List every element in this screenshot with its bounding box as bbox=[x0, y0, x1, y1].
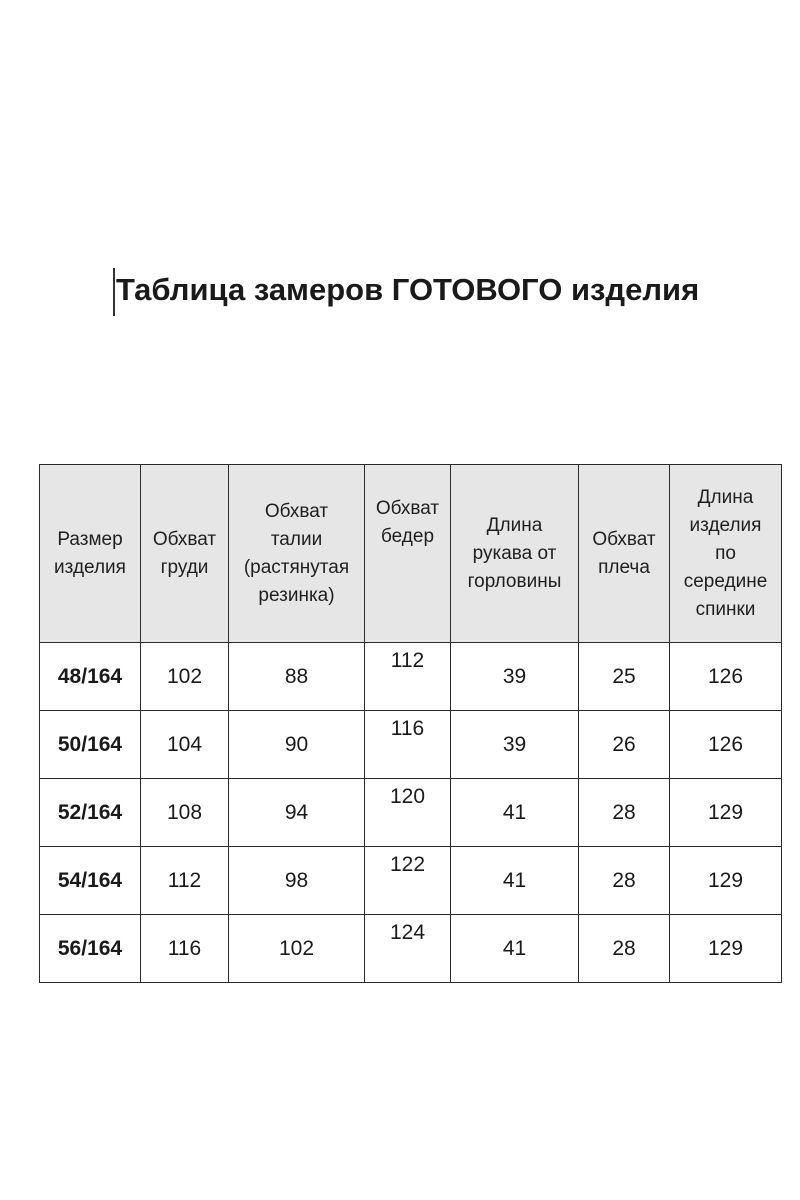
header-sleeve-length: Длина рукава от горловины bbox=[451, 465, 579, 643]
page-title: Таблица замеров ГОТОВОГО изделия bbox=[116, 272, 700, 307]
table-row bbox=[40, 915, 782, 983]
size-cell: 48/164 bbox=[40, 643, 141, 711]
hips-cell: 116 bbox=[365, 711, 451, 779]
sleeve-cell: 41 bbox=[451, 915, 579, 983]
length-cell: 129 bbox=[670, 915, 782, 983]
waist-cell: 94 bbox=[229, 779, 365, 847]
hips-cell: 122 bbox=[365, 847, 451, 915]
sleeve-cell: 41 bbox=[451, 847, 579, 915]
hips-cell: 120 bbox=[365, 779, 451, 847]
length-cell: 129 bbox=[670, 847, 782, 915]
hips-cell: 124 bbox=[365, 915, 451, 983]
header-hips: Обхват бедер bbox=[365, 465, 451, 643]
sleeve-cell: 39 bbox=[451, 711, 579, 779]
table-row bbox=[40, 779, 782, 847]
length-cell: 126 bbox=[670, 711, 782, 779]
chest-cell: 102 bbox=[141, 643, 229, 711]
chest-cell: 108 bbox=[141, 779, 229, 847]
table-header-row bbox=[40, 465, 782, 643]
shoulder-cell: 26 bbox=[579, 711, 670, 779]
shoulder-cell: 28 bbox=[579, 847, 670, 915]
size-measurements-table bbox=[39, 464, 782, 983]
table-row bbox=[40, 847, 782, 915]
header-waist: Обхват талии (растянутая резинка) bbox=[229, 465, 365, 643]
waist-cell: 90 bbox=[229, 711, 365, 779]
size-cell: 52/164 bbox=[40, 779, 141, 847]
header-size: Размер изделия bbox=[40, 465, 141, 643]
table-row bbox=[40, 643, 782, 711]
chest-cell: 112 bbox=[141, 847, 229, 915]
length-cell: 126 bbox=[670, 643, 782, 711]
chest-cell: 104 bbox=[141, 711, 229, 779]
shoulder-cell: 28 bbox=[579, 915, 670, 983]
waist-cell: 102 bbox=[229, 915, 365, 983]
header-product-length: Длина изделия по середине спинки bbox=[670, 465, 782, 643]
sleeve-cell: 41 bbox=[451, 779, 579, 847]
text-cursor bbox=[113, 268, 115, 316]
waist-cell: 98 bbox=[229, 847, 365, 915]
shoulder-cell: 25 bbox=[579, 643, 670, 711]
waist-cell: 88 bbox=[229, 643, 365, 711]
header-shoulder: Обхват плеча bbox=[579, 465, 670, 643]
size-cell: 50/164 bbox=[40, 711, 141, 779]
length-cell: 129 bbox=[670, 779, 782, 847]
size-cell: 54/164 bbox=[40, 847, 141, 915]
table-row bbox=[40, 711, 782, 779]
sleeve-cell: 39 bbox=[451, 643, 579, 711]
shoulder-cell: 28 bbox=[579, 779, 670, 847]
header-chest: Обхват груди bbox=[141, 465, 229, 643]
size-cell: 56/164 bbox=[40, 915, 141, 983]
hips-cell: 112 bbox=[365, 643, 451, 711]
chest-cell: 116 bbox=[141, 915, 229, 983]
